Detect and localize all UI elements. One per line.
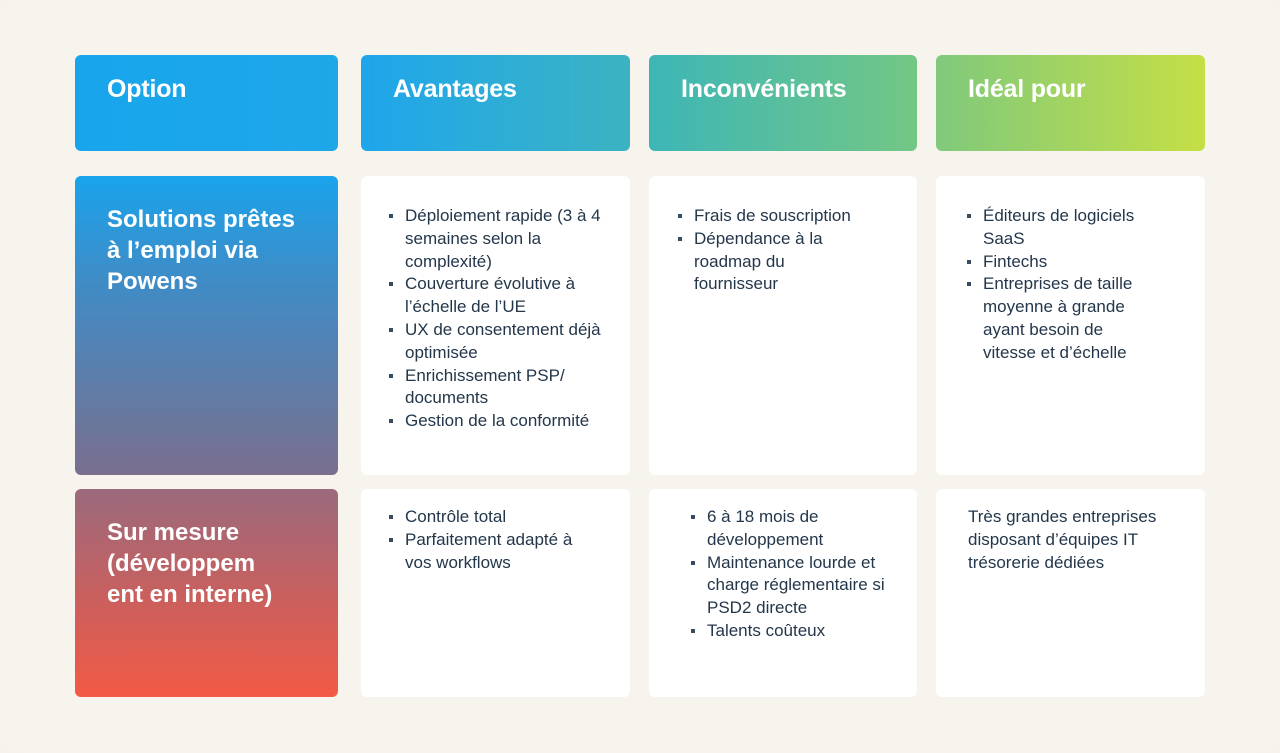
- row1-avantages: [361, 176, 630, 475]
- row1-avantages-list: [388, 205, 610, 433]
- row1-ideal-list: [966, 205, 1166, 365]
- row2-option: [75, 489, 338, 697]
- row1-ideal: [936, 176, 1205, 475]
- list-item: Déploiement rapide (3 à 4 semaines selon la complexité): [388, 205, 610, 273]
- row2-avantages-list: [388, 506, 598, 574]
- header-inconvenients: [649, 55, 917, 151]
- row2-ideal-text: Très grandes entreprises disposant d’équipes IT trésorerie dédiées: [968, 507, 1157, 572]
- list-item: Maintenance lourde et charge réglementaire si PSD2 directe: [690, 552, 897, 620]
- header-avantages: [361, 55, 630, 151]
- list-item: Entreprises de taille moyenne à grande ayant besoin de vitesse et d’échelle: [966, 273, 1153, 364]
- list-item: 6 à 18 mois de développement: [690, 506, 857, 552]
- row1-option: [75, 176, 338, 475]
- row2-inconvenients: [649, 489, 917, 697]
- header-avantages-label: Avantages: [393, 75, 517, 103]
- list-item: Éditeurs de logiciels SaaS: [966, 205, 1153, 251]
- list-item: Enrichissement PSP/ documents: [388, 365, 610, 411]
- row1-inconvenients: [649, 176, 917, 475]
- list-item: Couverture évolutive à l’échelle de l’UE: [388, 273, 610, 319]
- row2-ideal: [936, 489, 1205, 697]
- list-item: Contrôle total: [388, 506, 598, 529]
- header-option-label: Option: [107, 75, 187, 103]
- row2-option-label: Sur mesure (développem ent en interne): [107, 519, 273, 608]
- row1-option-label: Solutions prêtes à l’emploi via Powens: [107, 206, 296, 295]
- row2-avantages: [361, 489, 630, 697]
- list-item: Parfaitement adapté à vos workflows: [388, 529, 598, 575]
- header-inconvenients-label: Inconvénients: [681, 75, 847, 103]
- row1-inconvenients-list: [677, 205, 895, 296]
- row2-inconvenients-list: [690, 506, 895, 643]
- header-ideal-label: Idéal pour: [968, 75, 1086, 103]
- list-item: Gestion de la conformité: [388, 410, 610, 433]
- list-item: Frais de souscription: [677, 205, 895, 228]
- header-option: [75, 55, 338, 151]
- list-item: UX de consentement déjà optimisée: [388, 319, 610, 365]
- list-item: Fintechs: [966, 251, 1166, 274]
- list-item: Talents coûteux: [690, 620, 895, 643]
- header-ideal: [936, 55, 1205, 151]
- list-item: Dépendance à la roadmap du fournisseur: [677, 228, 844, 296]
